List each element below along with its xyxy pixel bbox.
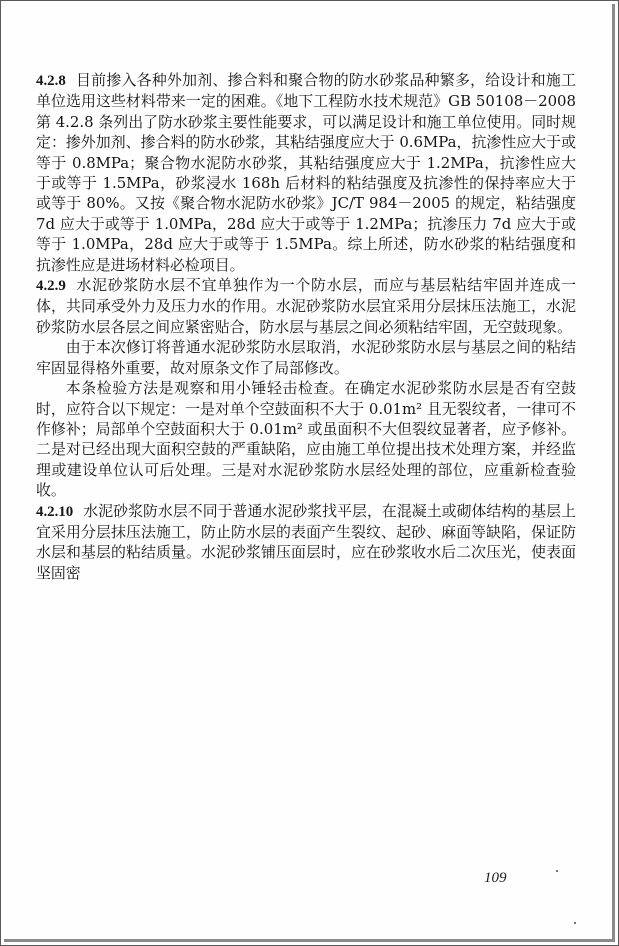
inspection-paragraph	[36, 378, 576, 500]
page-shadow-bottom	[4, 939, 615, 942]
clause-number: 4.2.9	[36, 278, 66, 295]
clause-text: 目前掺入各种外加剂、掺合料和聚合物的防水砂浆品种繁多，给设计和施工单位选用这些材料带来一定的困难。《地下工程防水技术规范》GB 50108－2008 第 4.2.8 条列出了防水砂浆主要性能要求，可以满足设计和施工单位使用。同时规定：掺外加剂、掺合料的防水砂浆，其粘结强度应大于 0.6MPa，抗渗性应大于或等于 0.8MPa；聚合物水泥防水砂浆，其粘结强度应大于 1.2MPa，抗渗性应大于或等于 1.5MPa，砂浆浸水 168h 后材料的粘结强度及抗渗性的保持率应大于或等于 80%。又按《聚合物水泥防水砂浆》JC/T 984－2005 的规定，粘结强度 7d 应大于或等于 1.0MPa，28d 应大于或等于 1.2MPa；抗渗压力 7d 应大于或等于 1.0MPa，28d 应大于或等于 1.5MPa。综上所述，防水砂浆的粘结强度和抗渗性应是进场材料必检项目。	[36, 71, 576, 274]
clause-number: 4.2.8	[36, 73, 66, 89]
clause-number: 4.2.10	[36, 503, 74, 520]
clause-4-2-8	[36, 70, 576, 275]
scan-speck	[574, 922, 576, 924]
paragraph-text: 由于本次修订将普通水泥砂浆防水层取消，水泥砂浆防水层与基层之间的粘结牢固显得格外重要，故对原条文作了局部修改。	[36, 338, 576, 377]
clause-text: 水泥砂浆防水层不宜单独作为一个防水层，而应与基层粘结牢固并连成一体，共同承受外力及压力水的作用。水泥砂浆防水层宜采用分层抹压法施工，水泥砂浆防水层各层之间应紧密贴合，防水层与基层之间必须粘结牢固，无空鼓现象。	[36, 276, 576, 336]
explanation-paragraph	[36, 337, 576, 378]
paragraph-text: 本条检验方法是观察和用小锤轻击检查。在确定水泥砂浆防水层是否有空鼓时，应符合以下规定：一是对单个空鼓面积不大于 0.01m² 且无裂纹者，一律可不作修补；局部单个空鼓面积大于 0.01m² 或虽面积不大但裂纹显著者，应予修补。二是对已经出现大面积空鼓的严重缺陷，应由施工单位提出技术处理方案，并经监理或建设单位认可后处理。三是对水泥砂浆防水层经处理的部位，应重新检查验收。	[36, 379, 576, 500]
page-number: 109	[484, 870, 507, 886]
scan-speck	[556, 870, 558, 872]
clause-text: 水泥砂浆防水层不同于普通水泥砂浆找平层，在混凝土或砌体结构的基层上宜采用分层抹压法施工，防止防水层的表面产生裂纹、起砂、麻面等缺陷，保证防水层和基层的粘结质量。水泥砂浆铺压面层时，应在砂浆收水后二次压光，使表面坚固密	[36, 501, 576, 582]
page-shadow-right	[612, 4, 615, 942]
clause-4-2-9	[36, 275, 576, 337]
clause-4-2-10	[36, 501, 576, 584]
body-text	[36, 70, 576, 583]
